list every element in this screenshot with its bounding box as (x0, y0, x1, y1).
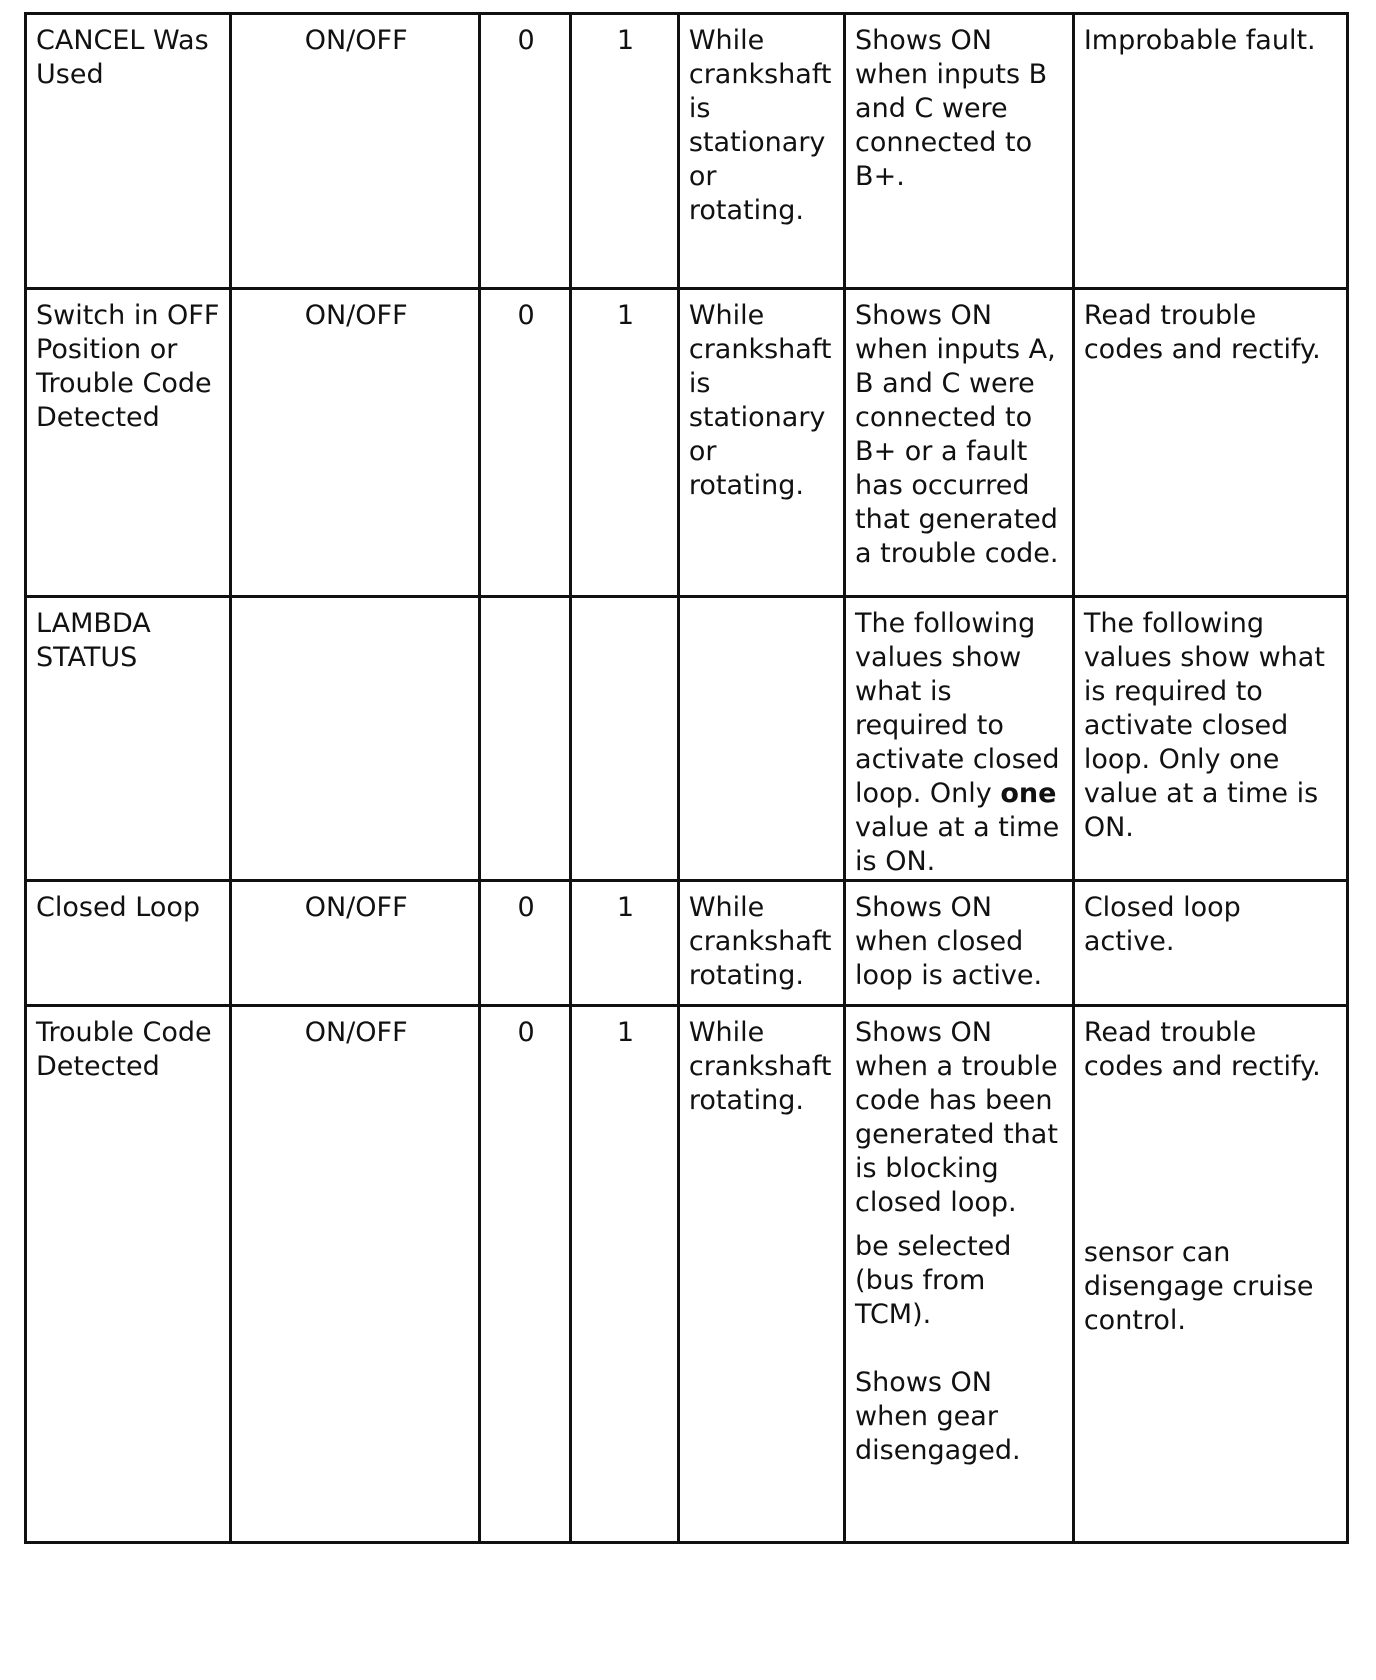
parameter-name: LAMBDA STATUS (26, 597, 231, 881)
parameter-table (24, 12, 1349, 1544)
table-row (26, 881, 1348, 1006)
condition-cell: While crankshaft is stationary or rotating. (678, 14, 844, 289)
max-value (570, 597, 678, 881)
description-cell: Shows ON when inputs A, B and C were connected to B+ or a fault has occurred that generated a trouble code. (845, 289, 1074, 597)
condition-cell: While crankshaft rotating. (678, 881, 844, 1006)
min-value: 0 (480, 881, 571, 1006)
action-text: Read trouble codes and rectify. (1083, 1017, 1321, 1082)
max-value: 1 (570, 1006, 678, 1543)
unit-cell: ON/OFF (231, 14, 480, 289)
parameter-name: Trouble Code Detected (26, 1006, 231, 1543)
table-row (26, 14, 1348, 289)
min-value (480, 597, 571, 881)
description-continuation: be selected (bus from TCM). (855, 1231, 1012, 1330)
max-value: 1 (570, 14, 678, 289)
unit-cell: ON/OFF (231, 1006, 480, 1543)
min-value: 0 (480, 1006, 571, 1543)
description-cell: Shows ON when closed loop is active. (845, 881, 1074, 1006)
description-continuation: Shows ON when gear disengaged. (855, 1367, 1021, 1466)
max-value: 1 (570, 881, 678, 1006)
condition-cell: While crankshaft rotating. (678, 1006, 844, 1543)
table-row (26, 1006, 1348, 1543)
condition-cell: While crankshaft is stationary or rotating. (678, 289, 844, 597)
description-cell: Shows ON when inputs B and C were connected to B+. (845, 14, 1074, 289)
min-value: 0 (480, 14, 571, 289)
table-row (26, 597, 1348, 881)
action-continuation: sensor can disengage cruise control. (1083, 1237, 1314, 1336)
description-emphasis: one (1000, 778, 1057, 809)
description-text: value at a time is ON. (855, 812, 1060, 877)
condition-cell (678, 597, 844, 881)
unit-cell: ON/OFF (231, 881, 480, 1006)
action-cell: Closed loop active. (1073, 881, 1347, 1006)
parameter-name: CANCEL Was Used (26, 14, 231, 289)
action-cell (1073, 1006, 1347, 1543)
table-row (26, 289, 1348, 597)
unit-cell: ON/OFF (231, 289, 480, 597)
action-cell: Improbable fault. (1073, 14, 1347, 289)
description-cell (845, 597, 1074, 881)
action-cell: The following values show what is required to activate closed loop. Only one value at a time is ON. (1073, 597, 1347, 881)
action-cell: Read trouble codes and rectify. (1073, 289, 1347, 597)
min-value: 0 (480, 289, 571, 597)
unit-cell (231, 597, 480, 881)
description-text: Shows ON when a trouble code has been generated that is blocking closed loop. (855, 1017, 1058, 1218)
parameter-name: Closed Loop (26, 881, 231, 1006)
description-cell (845, 1006, 1074, 1543)
parameter-name: Switch in OFF Position or Trouble Code Detected (26, 289, 231, 597)
max-value: 1 (570, 289, 678, 597)
description-text: The following values show what is required to activate closed loop. Only (855, 608, 1060, 809)
